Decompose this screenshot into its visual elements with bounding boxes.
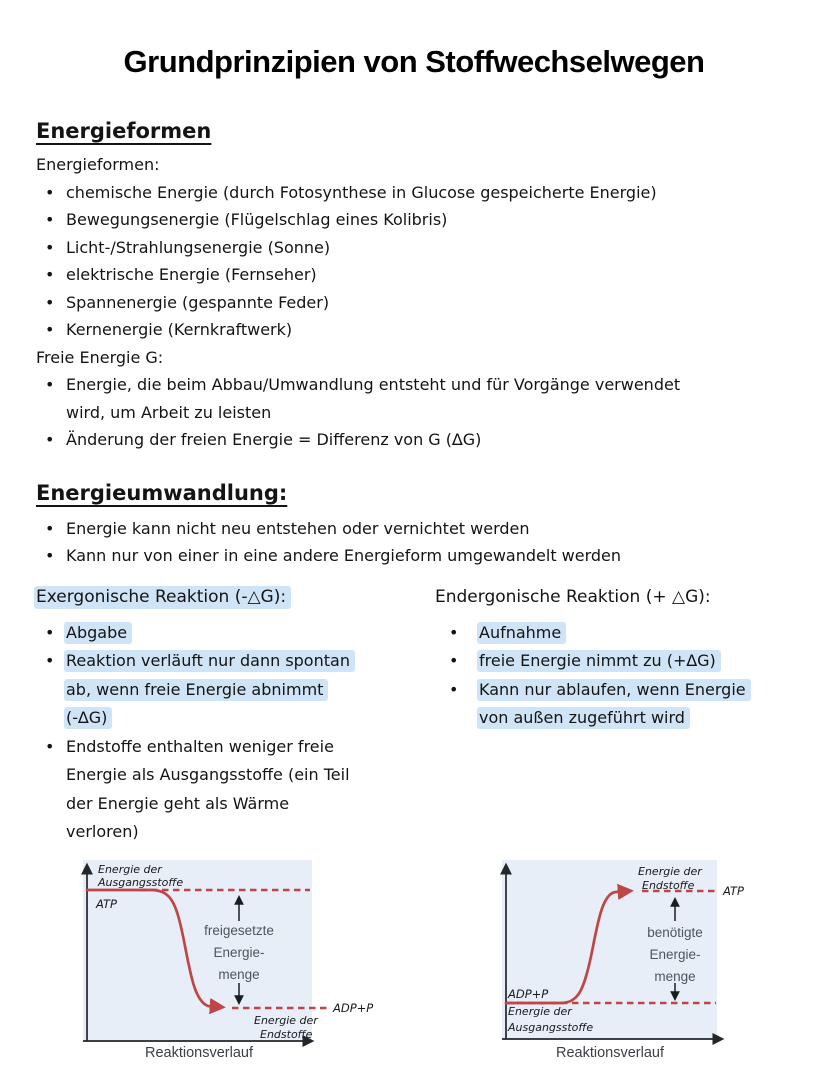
bullet-text xyxy=(66,426,481,454)
bullet-icon: • xyxy=(45,210,55,229)
exergonisch-heading xyxy=(36,585,432,609)
end-substances-label-line2: Endstoffe xyxy=(260,1027,313,1041)
list-item xyxy=(432,676,792,733)
bullet-text xyxy=(66,619,132,648)
atp-label: ATP xyxy=(96,896,117,911)
bullet-text-line: ab, wenn freie Energie abnimmt xyxy=(64,679,328,701)
start-substances-label-line2: Ausgangsstoffe xyxy=(98,875,184,889)
required-energy-text-line2: Energie- xyxy=(649,946,701,962)
section-heading-energieumwandlung: Energieumwandlung: xyxy=(36,480,288,505)
bullet-text-line: Kann nur ablaufen, wenn Energie xyxy=(477,679,751,701)
list-item xyxy=(36,179,792,207)
bullet-text-line: Änderung der freien Energie = Differenz von G (∆G) xyxy=(66,430,482,449)
bullet-icon: • xyxy=(449,679,459,699)
freie-energie-list xyxy=(36,371,792,454)
bullet-icon: • xyxy=(45,546,55,565)
atp-label: ATP xyxy=(723,883,744,898)
bullet-text-line: Aufnahme xyxy=(477,622,566,644)
bullet-text xyxy=(66,206,447,234)
released-energy-text-line2: Energie- xyxy=(213,944,265,960)
x-axis-label: Reaktionsverlauf xyxy=(556,1044,664,1061)
start-substances-label-line2: Ausgangsstoffe xyxy=(508,1020,594,1034)
bullet-text xyxy=(66,179,657,207)
list-item xyxy=(36,619,432,648)
required-energy-text-line1: benötigte xyxy=(647,924,703,940)
diagram-row xyxy=(36,851,792,1067)
exergonisch-heading-text: Exergonische Reaktion (-△G): xyxy=(34,586,291,609)
bullet-text-line: Reaktion verläuft nur dann spontan xyxy=(64,650,355,672)
adp-p-label: ADP+P xyxy=(508,986,549,1001)
energieformen-intro: Energieformen: xyxy=(36,155,160,174)
list-item xyxy=(36,733,432,847)
section-energieformen xyxy=(36,118,792,454)
bullet-icon: • xyxy=(45,320,55,339)
end-substances-label-line2: Endstoffe xyxy=(642,878,695,892)
column-endergonisch xyxy=(432,585,792,847)
endergonisch-heading xyxy=(432,585,792,609)
released-energy-text-line3: menge xyxy=(218,966,260,982)
diagram-gap xyxy=(396,851,460,1067)
list-item xyxy=(36,261,792,289)
bullet-icon: • xyxy=(45,622,55,642)
bullet-text xyxy=(66,371,680,426)
bullet-text xyxy=(66,515,530,543)
bullet-text-line: der Energie geht als Wärme xyxy=(66,793,290,813)
released-energy-text-line1: freigesetzte xyxy=(204,922,274,938)
bullet-text-line: Energie kann nicht neu entstehen oder vernichtet werden xyxy=(66,518,530,538)
bullet-text-line: Endstoffe enthalten weniger freie xyxy=(66,736,334,756)
bullet-text-line: (-∆G) xyxy=(64,707,112,729)
freie-energie-subheading: Freie Energie G: xyxy=(36,347,164,367)
bullet-text xyxy=(66,261,317,289)
bullet-text xyxy=(66,316,292,344)
bullet-icon: • xyxy=(45,237,55,257)
bullet-text xyxy=(66,647,355,733)
bullet-text-line: Kernenergie (Kernkraftwerk) xyxy=(66,320,293,339)
end-substances-label-line1: Energie der xyxy=(254,1013,318,1027)
bullet-text-line: Spannenergie (gespannte Feder) xyxy=(66,292,330,312)
bullet-text-line: freie Energie nimmt zu (+∆G) xyxy=(477,650,721,672)
bullet-text-line: von außen zugeführt wird xyxy=(477,707,690,729)
bullet-text-line: Kann nur von einer in eine andere Energieform umgewandelt werden xyxy=(66,546,622,565)
bullet-text-line: Energie als Ausgangsstoffe (ein Teil xyxy=(66,765,350,784)
end-substances-label-line1: Energie der xyxy=(638,864,702,878)
column-exergonisch xyxy=(36,585,432,847)
bullet-text xyxy=(479,619,566,648)
start-substances-label-line1: Energie der xyxy=(508,1004,572,1018)
endergonisch-heading-text: Endergonische Reaktion (+ △G): xyxy=(435,586,711,607)
bullet-icon: • xyxy=(45,430,55,449)
bullet-text xyxy=(479,676,751,733)
list-item xyxy=(432,647,792,676)
bullet-text-line: wird, um Arbeit zu leisten xyxy=(66,402,272,422)
bullet-text-line: chemische Energie (durch Fotosynthese in Glucose gespeicherte Energie) xyxy=(66,182,657,202)
page-title: Grundprinzipien von Stoffwechselwegen xyxy=(123,44,705,79)
energieformen-list xyxy=(36,179,792,344)
adp-p-label: ADP+P xyxy=(333,1000,374,1015)
bullet-icon: • xyxy=(449,651,459,670)
list-item xyxy=(36,515,792,543)
bullet-text xyxy=(66,289,329,317)
bullet-icon: • xyxy=(449,622,459,642)
list-item xyxy=(36,316,792,344)
bullet-icon: • xyxy=(45,265,55,284)
start-substances-label-line1: Energie der xyxy=(98,862,162,876)
section-energieumwandlung xyxy=(36,480,792,570)
list-item xyxy=(36,289,792,317)
bullet-text-line: Licht-/Strahlungsenergie (Sonne) xyxy=(66,237,331,257)
bullet-text xyxy=(66,733,350,847)
required-energy-text-line3: menge xyxy=(654,968,696,984)
list-item xyxy=(36,426,792,454)
bullet-text xyxy=(66,542,621,570)
exergonisch-list xyxy=(36,619,432,847)
exergonic-energy-diagram xyxy=(36,851,396,1067)
list-item xyxy=(36,371,792,426)
bullet-icon: • xyxy=(45,518,55,538)
bullet-icon: • xyxy=(45,292,55,312)
bullet-icon: • xyxy=(45,736,55,756)
bullet-text-line: Bewegungsenergie (Flügelschlag eines Kolibris) xyxy=(66,210,448,229)
list-item xyxy=(36,206,792,234)
bullet-text-line: Abgabe xyxy=(64,622,132,644)
list-item xyxy=(36,542,792,570)
bullet-text xyxy=(66,234,330,262)
bullet-icon: • xyxy=(45,375,55,394)
list-item xyxy=(36,234,792,262)
bullet-text-line: verloren) xyxy=(66,822,139,841)
bullet-icon: • xyxy=(45,651,55,670)
energieumwandlung-list xyxy=(36,515,792,570)
endergonisch-list xyxy=(432,619,792,733)
section-heading-energieformen: Energieformen xyxy=(36,119,212,143)
bullet-icon: • xyxy=(45,182,55,202)
list-item xyxy=(432,619,792,648)
bullet-text-line: elektrische Energie (Fernseher) xyxy=(66,265,317,284)
bullet-text-line: Energie, die beim Abbau/Umwandlung entsteht und für Vorgänge verwendet xyxy=(66,375,681,394)
bullet-text xyxy=(479,647,721,676)
list-item xyxy=(36,647,432,733)
reaction-columns xyxy=(36,585,792,847)
x-axis-label: Reaktionsverlauf xyxy=(145,1044,253,1061)
endergonic-energy-diagram xyxy=(460,851,792,1067)
